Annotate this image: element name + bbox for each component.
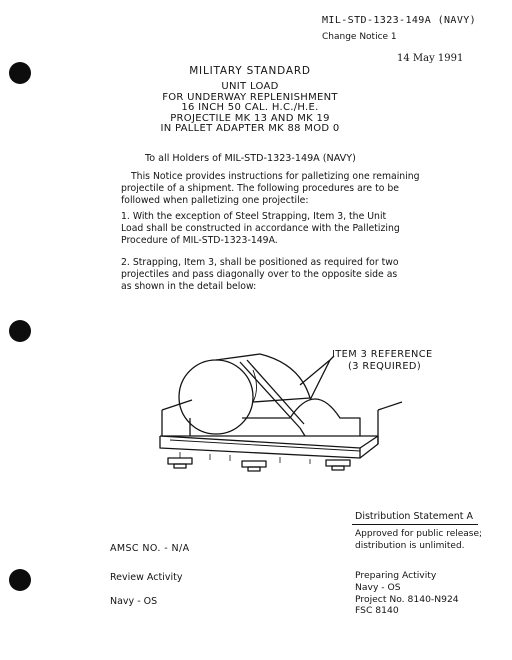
preparing-activity-line: Navy - OS — [355, 581, 401, 593]
item-1-line: 1. With the exception of Steel Strapping, Item 3, the Unit — [121, 211, 387, 222]
title-block — [140, 82, 360, 135]
callout-item-3-reference: ITEM 3 REFERENCE — [332, 349, 433, 360]
title-line: PROJECTILE MK 13 AND MK 19 — [170, 112, 330, 124]
item-2-paragraph — [121, 257, 399, 294]
standard-heading: MILITARY STANDARD — [189, 65, 311, 77]
title-line: FOR UNDERWAY REPLENISHMENT — [162, 91, 338, 103]
item-2-line: projectiles and pass diagonally over to the opposite side as — [121, 269, 398, 281]
item-2-line: 2. Strapping, Item 3, shall be positioned as required for two — [121, 257, 399, 268]
title-line: UNIT LOAD — [221, 81, 279, 92]
item-2-line: as shown in the detail below: — [121, 281, 257, 293]
title-line: IN PALLET ADAPTER MK 88 MOD 0 — [160, 123, 340, 134]
distribution-line: Approved for public release; — [355, 529, 483, 539]
title-line: 16 INCH 50 CAL. H.C./H.E. — [181, 102, 319, 113]
intro-line: This Notice provides instructions for palletizing one remaining — [131, 171, 420, 182]
review-activity-value: Navy - OS — [110, 596, 158, 607]
punch-hole-top — [9, 62, 31, 84]
distribution-divider — [352, 524, 478, 525]
addressee-line: To all Holders of MIL-STD-1323-149A (NAVY) — [145, 153, 356, 164]
punch-hole-middle — [9, 320, 31, 342]
intro-line: projectile of a shipment. The following procedures are to be — [121, 183, 399, 195]
distribution-heading: Distribution Statement A — [355, 511, 473, 522]
item-1-line: Load shall be constructed in accordance with the Palletizing — [121, 223, 400, 235]
preparing-activity-line: Preparing Activity — [355, 570, 437, 581]
item-1-paragraph — [121, 211, 400, 248]
punch-hole-bottom — [9, 569, 31, 591]
distribution-text — [355, 528, 482, 552]
preparing-activity-line: Project No. 8140-N924 — [355, 593, 459, 605]
change-notice: Change Notice 1 — [322, 32, 397, 42]
document-date: 14 May 1991 — [397, 53, 464, 64]
callout-quantity: (3 REQUIRED) — [348, 361, 422, 372]
amsc-number: AMSC NO. - N/A — [110, 543, 190, 554]
preparing-activity-line: FSC 8140 — [355, 605, 399, 617]
intro-paragraph — [121, 171, 420, 208]
distribution-line: distribution is unlimited. — [355, 541, 465, 551]
document-id: MIL-STD-1323-149A (NAVY) — [322, 15, 477, 26]
item-1-line: Procedure of MIL-STD-1323-149A. — [121, 235, 278, 247]
preparing-activity-block — [355, 570, 459, 617]
intro-line: followed when palletizing one projectile: — [121, 195, 309, 207]
review-activity-label: Review Activity — [110, 572, 183, 583]
